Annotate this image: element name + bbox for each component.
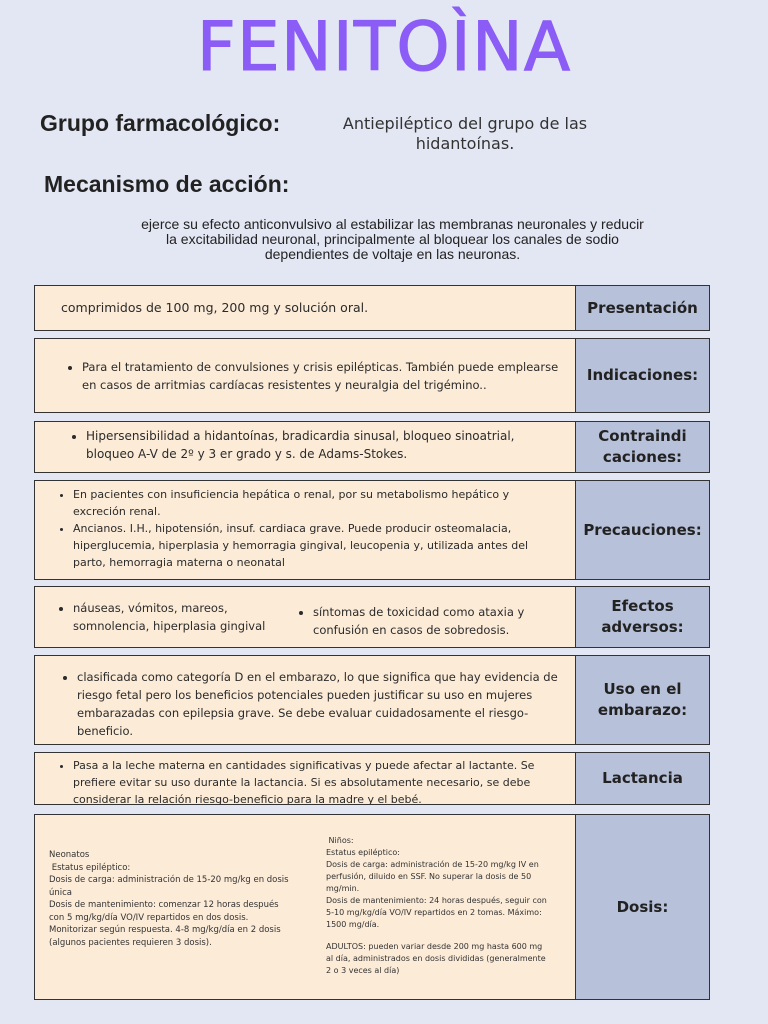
- precauciones-content: [34, 480, 576, 580]
- presentacion-row: [34, 285, 710, 331]
- dosis-neonatos: [49, 849, 289, 949]
- dosis-ninos-line: Niños:: [326, 836, 354, 845]
- efectos-row: [34, 586, 710, 648]
- dosis-neonatos-line: Neonatos: [49, 850, 90, 860]
- dosis-ninos-line: Dosis de mantenimiento: 24 horas después, seguir con 5-10 mg/kg/día VO/IV repartidos en 2 tomas. Máximo: 1500 mg/día.: [326, 896, 547, 929]
- list-item: • Hipersensibilidad a hidantoínas, bradicardia sinusal, bloqueo sinoatrial, bloqueo A-V de 2º y 3 er grado y s. de Adams-Stokes.: [86, 427, 556, 463]
- dosis-content: [34, 814, 576, 1000]
- indicaciones-content: [34, 338, 576, 413]
- lactancia-list: [57, 757, 568, 805]
- dosis-row: [34, 814, 710, 1000]
- efectos-label-text: Efectos adversos:: [601, 597, 684, 636]
- dosis-adultos: ADULTOS: pueden variar desde 200 mg hasta 600 mg al día, administrados en dosis divididas (generalmente 2 o 3 veces al día): [326, 942, 546, 975]
- lactancia-content: [34, 752, 576, 805]
- dosis-neonatos-line: Monitorizar según respuesta. 4-8 mg/kg/día en 2 dosis (algunos pacientes requieren 3 dosis).: [49, 925, 281, 948]
- presentacion-content: [34, 285, 576, 331]
- dosis-label: Dosis:: [575, 814, 710, 1000]
- contraindicaciones-label-text: Contraindicaciones:: [598, 427, 687, 466]
- lactancia-label: Lactancia: [575, 752, 710, 805]
- contraindicaciones-list: [70, 427, 556, 463]
- list-item: • clasificada como categoría D en el embarazo, lo que significa que hay evidencia de riesgo fetal pero los beneficios potenciales pueden justificar su uso en mujeres embarazadas con epilepsia grave. Se debe evaluar cuidadosamente el riesgo-beneficio.: [77, 668, 562, 740]
- efectos-list-left: [57, 599, 273, 635]
- list-item: • náuseas, vómitos, mareos, somnolencia, hiperplasia gingival: [73, 599, 273, 635]
- mecanismo-heading: Mecanismo de acción:: [44, 171, 290, 197]
- list-item: • Ancianos. I.H., hipotensión, insuf. cardiaca grave. Puede producir osteomalacia, hiperglucemia, hiperplasia y hemorragia gingival, leucopenia y, utilizada antes del parto, hemorragia materna o neonatal: [73, 520, 553, 571]
- grupo-value: Antiepiléptico del grupo de las hidantoínas.: [342, 114, 588, 153]
- precauciones-label: Precauciones:: [575, 480, 710, 580]
- presentacion-label: Presentación: [575, 285, 710, 331]
- embarazo-label: [575, 655, 710, 745]
- dosis-neonatos-line: Estatus epiléptico:: [49, 862, 131, 873]
- embarazo-row: [34, 655, 710, 745]
- precauciones-list: [57, 486, 553, 571]
- contraindicaciones-row: [34, 421, 710, 473]
- indicaciones-label: Indicaciones:: [575, 338, 710, 413]
- efectos-content: [34, 586, 576, 648]
- contraindicaciones-label: [575, 421, 710, 473]
- lactancia-row: [34, 752, 710, 805]
- dosis-ninos: [326, 835, 548, 977]
- efectos-label: [575, 586, 710, 648]
- dosis-neonatos-line: Dosis de mantenimiento: comenzar 12 horas después con 5 mg/kg/día VO/IV repartidos en dos dosis.: [49, 900, 279, 923]
- embarazo-content: [34, 655, 576, 745]
- dosis-neonatos-line: Dosis de carga: administración de 15-20 mg/kg en dosis única: [49, 875, 289, 898]
- embarazo-list: [61, 668, 562, 740]
- presentacion-text: comprimidos de 100 mg, 200 mg y solución oral.: [61, 300, 369, 315]
- list-item: • En pacientes con insuficiencia hepática o renal, por su metabolismo hepático y excreción renal.: [73, 486, 553, 520]
- grupo-heading: Grupo farmacológico:: [40, 110, 281, 136]
- list-item: • Para el tratamiento de convulsiones y crisis epilépticas. También puede emplearse en casos de arritmias cardíacas resistentes y neuralgia del trigémino..: [82, 358, 572, 394]
- contraindicaciones-content: [34, 421, 576, 473]
- precauciones-row: [34, 480, 710, 580]
- dosis-ninos-line: Dosis de carga: administración de 15-20 mg/kg IV en perfusión, diluido en SSF. No superar la dosis de 50 mg/min.: [326, 860, 539, 893]
- embarazo-label-text: Uso en el embarazo:: [597, 680, 688, 719]
- indicaciones-list: [66, 358, 572, 394]
- drug-title: FENITOÌNA: [196, 8, 572, 87]
- efectos-list-right: [297, 603, 543, 639]
- indicaciones-row: [34, 338, 710, 413]
- list-item: • síntomas de toxicidad como ataxia y confusión en casos de sobredosis.: [313, 603, 543, 639]
- list-item: • Pasa a la leche materna en cantidades significativas y puede afectar al lactante. Se prefiere evitar su uso durante la lactancia. Si es absolutamente necesario, se debe considerar la relación riesgo-beneficio para la madre y el bebé.: [73, 757, 568, 805]
- mecanismo-value: ejerce su efecto anticonvulsivo al estabilizar las membranas neuronales y reducir la excitabilidad neuronal, principalmente al bloquear los canales de sodio dependientes de voltaje en las neuronas.: [141, 216, 644, 262]
- dosis-ninos-line: Estatus epiléptico:: [326, 848, 400, 857]
